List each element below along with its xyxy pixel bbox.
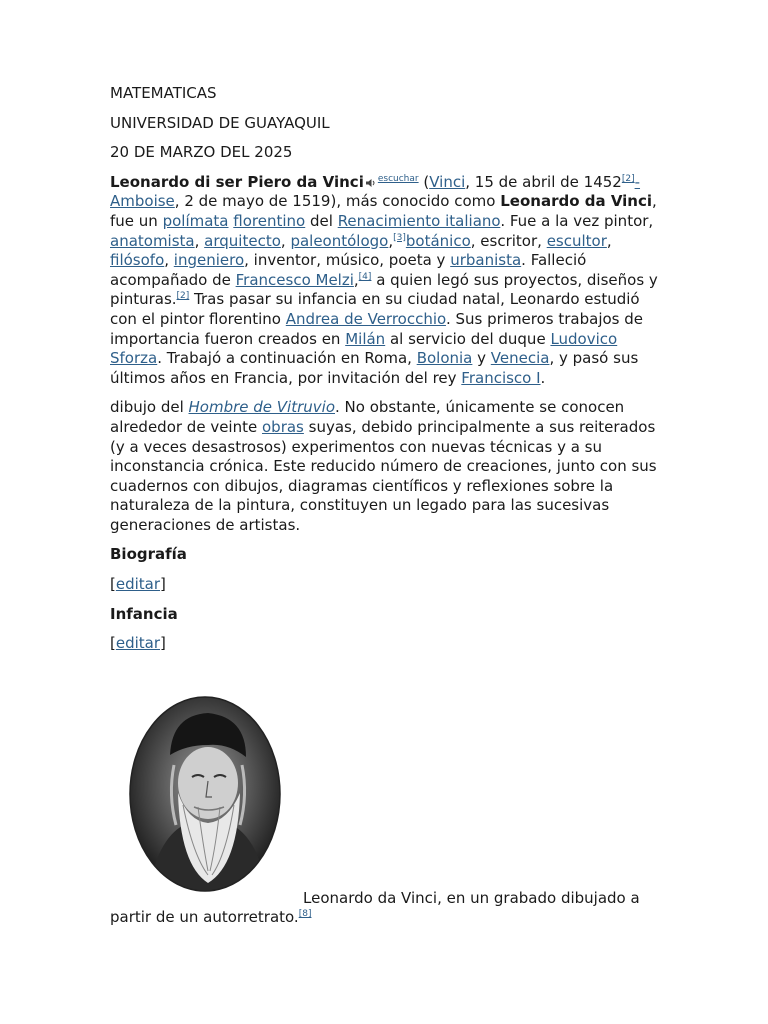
short-name: Leonardo da Vinci — [500, 192, 653, 211]
text: a quien legó sus proyectos, diseños y pinturas. — [110, 270, 658, 309]
date-heading: 20 DE MARZO DEL 2025 — [110, 143, 293, 162]
text: , — [353, 270, 359, 289]
text: al servicio del duque — [385, 329, 551, 348]
text: , 15 de abril de 1452 — [465, 172, 622, 191]
ref-2b[interactable]: [2] — [176, 291, 190, 302]
bracket: ] — [160, 634, 166, 653]
link-obras[interactable]: obras — [262, 417, 304, 436]
link-amboise[interactable]: Amboise — [110, 192, 175, 211]
link-sforza[interactable]: Ludovico Sforza — [110, 329, 618, 368]
link-dash[interactable]: - — [634, 172, 641, 191]
figure-caption-line2 — [110, 908, 311, 928]
section-title-text: Infancia — [110, 604, 178, 623]
ref-8[interactable]: [8] — [298, 909, 312, 919]
text: , inventor, músico, poeta y — [244, 251, 451, 270]
link-escultor[interactable]: escultor — [546, 231, 607, 250]
figure-caption-line1: Leonardo da Vinci, en un grabado dibujado a — [303, 889, 640, 907]
text: , fue un — [110, 192, 657, 230]
edit-link[interactable]: editar — [115, 634, 161, 653]
link-urbanista[interactable]: urbanista — [450, 251, 522, 270]
link-melzi[interactable]: Francesco Melzi — [235, 270, 354, 289]
section-title-biografia — [110, 545, 658, 565]
text: , — [164, 251, 174, 270]
full-name: Leonardo di ser Piero da Vinci — [110, 172, 364, 191]
link-anatomista[interactable]: anatomista — [110, 231, 195, 250]
text: y — [472, 349, 491, 368]
text: , — [388, 231, 394, 250]
text: suyas, debido principalmente a sus reiterados (y a veces desastrosos) experimentos con nuevas técnicas y a su inconstancia crónica. Este reducido número de creaciones, junto con sus cuadernos con dibujos, diagramas científicos y reflexiones sobre la naturaleza de la pintura, constituyen un legado para las sucesivas generaciones de artistas. — [110, 417, 657, 534]
link-verrocchio[interactable]: Andrea de Verrocchio — [285, 309, 446, 328]
text: . Trabajó a continuación en Roma, — [157, 349, 417, 368]
university-heading: UNIVERSIDAD DE GUAYAQUIL — [110, 113, 330, 132]
text: dibujo del — [110, 398, 189, 417]
link-filosofo[interactable]: filósofo — [110, 251, 165, 270]
text: , 2 de mayo de 1519), más conocido como — [174, 192, 501, 211]
text: , — [194, 231, 205, 250]
link-florentino[interactable]: florentino — [233, 211, 306, 230]
text: Tras pasar su infancia en su ciudad natal, Leonardo estudió con el pintor florentino — [110, 290, 640, 328]
link-bolonia[interactable]: Bolonia — [416, 349, 473, 368]
text: . Sus primeros trabajos de importancia fueron creados en — [110, 309, 644, 348]
leonardo-portrait-image — [128, 695, 282, 893]
text: ( — [418, 172, 430, 191]
link-vinci[interactable]: Vinci — [429, 172, 466, 191]
link-botanico[interactable]: botánico — [405, 231, 471, 250]
text: , y pasó sus últimos años en Francia, por invitación del rey — [110, 349, 639, 387]
text: , — [280, 231, 291, 250]
link-francisco[interactable]: Francisco I — [461, 368, 541, 387]
edit-link-biografia — [110, 575, 658, 595]
text: , escritor, — [470, 231, 547, 250]
subject-heading: MATEMATICAS — [110, 84, 217, 102]
link-ingeniero[interactable]: ingeniero — [173, 251, 245, 270]
document-body — [110, 84, 658, 664]
link-milan[interactable]: Milán — [345, 329, 386, 348]
text: , — [606, 231, 612, 250]
text: del — [305, 211, 338, 230]
link-venecia[interactable]: Venecia — [490, 349, 550, 368]
speaker-icon[interactable] — [365, 178, 377, 188]
listen-link[interactable]: escuchar — [377, 173, 419, 184]
section-title-text: Biografía — [110, 545, 187, 564]
link-vitruvio[interactable]: Hombre de Vitruvio — [188, 398, 335, 417]
text: . — [540, 368, 546, 387]
link-arquitecto[interactable]: arquitecto — [204, 231, 281, 250]
link-paleontologo[interactable]: paleontólogo — [290, 231, 389, 250]
ref-2[interactable]: [2] — [621, 173, 635, 184]
bracket: ] — [160, 575, 166, 594]
ref-4[interactable]: [4] — [358, 271, 372, 282]
text: . Fue a la vez pintor, — [500, 211, 654, 230]
caption-text: partir de un autorretrato. — [110, 908, 299, 926]
link-polimata[interactable]: polímata — [162, 211, 229, 230]
intro-paragraph — [110, 173, 658, 389]
edit-link-infancia — [110, 634, 658, 654]
bracket: [ — [110, 575, 116, 594]
section-title-infancia — [110, 605, 658, 625]
text: . Falleció acompañado de — [110, 251, 587, 289]
ref-3[interactable]: [3] — [393, 232, 406, 243]
second-paragraph — [110, 398, 658, 535]
bracket: [ — [110, 634, 116, 653]
edit-link[interactable]: editar — [115, 575, 161, 594]
link-renacimiento[interactable]: Renacimiento italiano — [337, 211, 501, 230]
text: . No obstante, únicamente se conocen alrededor de veinte — [110, 398, 625, 436]
